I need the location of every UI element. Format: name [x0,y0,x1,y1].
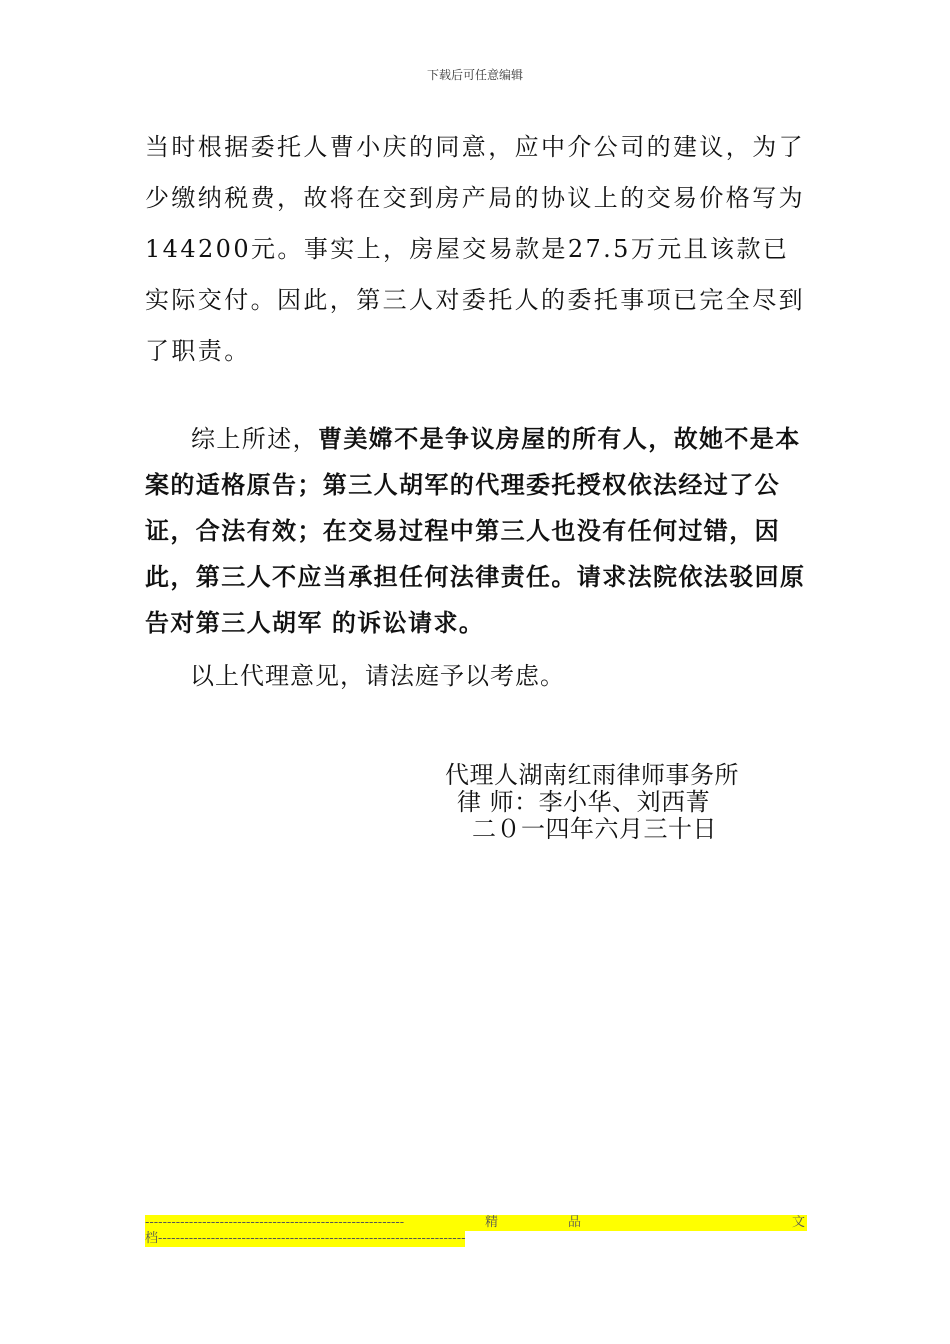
paragraph-2-bold-2: 的诉讼请求。 [331,608,485,637]
page-footer [145,1215,807,1247]
footer-char-2: 品 [568,1215,582,1230]
paragraph-2-bold-1: 曹美嫦不是争议房屋的所有人，故她不是本案的适格原告；第三人胡军的代理委托授权依法经过了公证，合法有效；在交易过程中第三人也没有任何过错，因此，第三人不应当承担任何法律责任。请求法院依法驳回原告对第三人胡军 [145,424,806,637]
signature-date: 二０一四年六月三十日 [472,815,717,843]
paragraph-2-lead: 综上所述， [191,425,318,453]
footer-char-1: 精 [485,1215,499,1230]
footer-char-3: 文 [791,1215,805,1230]
body-paragraph-2 [145,416,815,646]
signature-firm: 代理人湖南红雨律师事务所 [445,761,739,789]
page-header: 下载后可任意编辑 [426,68,523,82]
signature-block [445,762,739,843]
footer-line-1 [145,1215,807,1231]
signature-lawyers: 律 师：李小华、刘西菁 [457,788,711,816]
body-paragraph-1: 当时根据委托人曹小庆的同意，应中介公司的建议，为了少缴纳税费，故将在交到房产局的协议上的交易价格写为144200元。事实上，房屋交易款是27.5万元且该款已实际交付。因此，第三人对委托人的委托事项已完全尽到了职责。 [145,133,805,365]
body-paragraph-3: 以上代理意见，请法庭予以考虑。 [190,662,565,690]
footer-dashes: ----------------------------------------------------------- [145,1215,405,1230]
footer-line-2: 档---------------------------------------------------------------------- [145,1231,466,1246]
